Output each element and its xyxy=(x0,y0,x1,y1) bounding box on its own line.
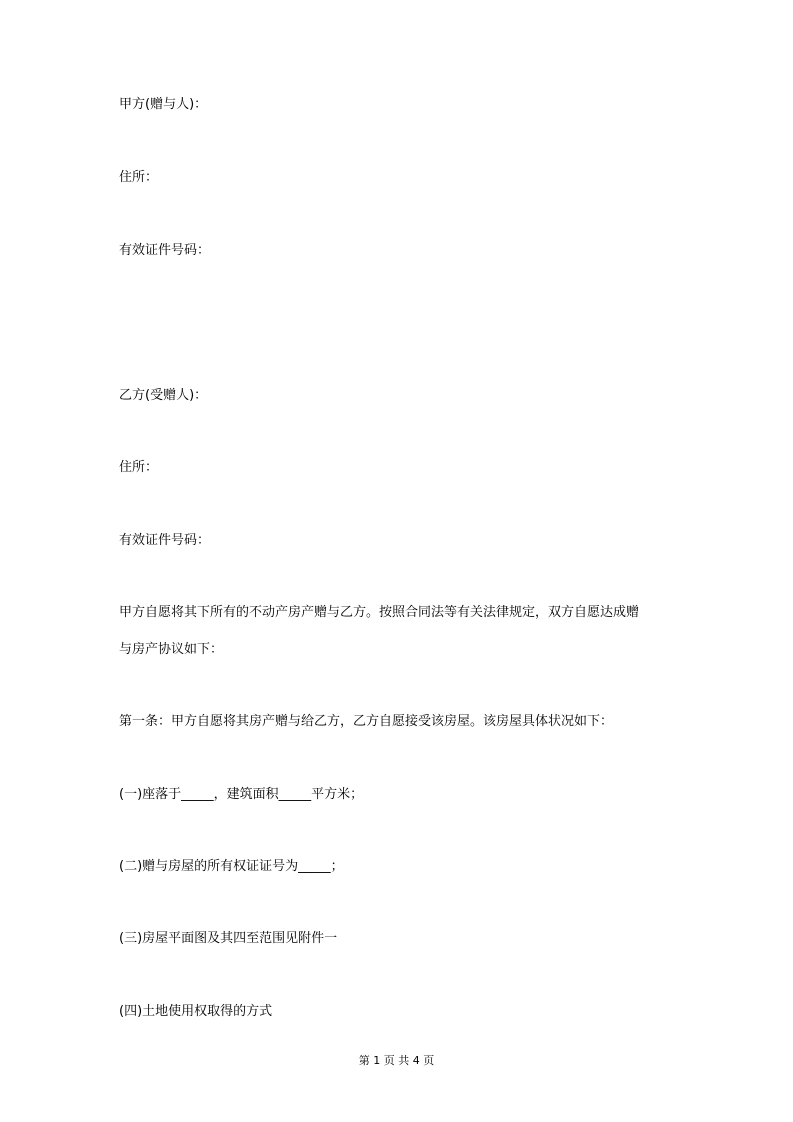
party-a-title: 甲方(赠与人)： xyxy=(119,97,208,112)
clause-item-4: (四)土地使用权取得的方式 xyxy=(119,1004,273,1019)
page-footer xyxy=(0,1054,793,1068)
intro-paragraph-line-2: 与房产协议如下： xyxy=(119,642,224,657)
article-1-heading: 第一条：甲方自愿将其房产赠与给乙方，乙方自愿接受该房屋。该房屋具体状况如下： xyxy=(119,714,614,729)
party-b-id-label: 有效证件号码： xyxy=(119,533,211,548)
clause-item-2: (二)赠与房屋的所有权证证号为_____； xyxy=(119,859,344,874)
party-b-address-label: 住所： xyxy=(119,460,159,475)
clause-item-1: (一)座落于_____，建筑面积_____平方米； xyxy=(119,787,364,802)
party-a-id-label: 有效证件号码： xyxy=(119,243,211,258)
intro-paragraph-line-1: 甲方自愿将其下所有的不动产房产赠与乙方。按照合同法等有关法律规定，双方自愿达成赠 xyxy=(119,605,640,620)
clause-item-3: (三)房屋平面图及其四至范围见附件一 xyxy=(119,931,338,946)
party-b-title: 乙方(受赠人)： xyxy=(119,388,208,403)
page-number-label: 第 1 页 共 4 页 xyxy=(358,1054,435,1067)
party-a-address-label: 住所： xyxy=(119,170,159,185)
